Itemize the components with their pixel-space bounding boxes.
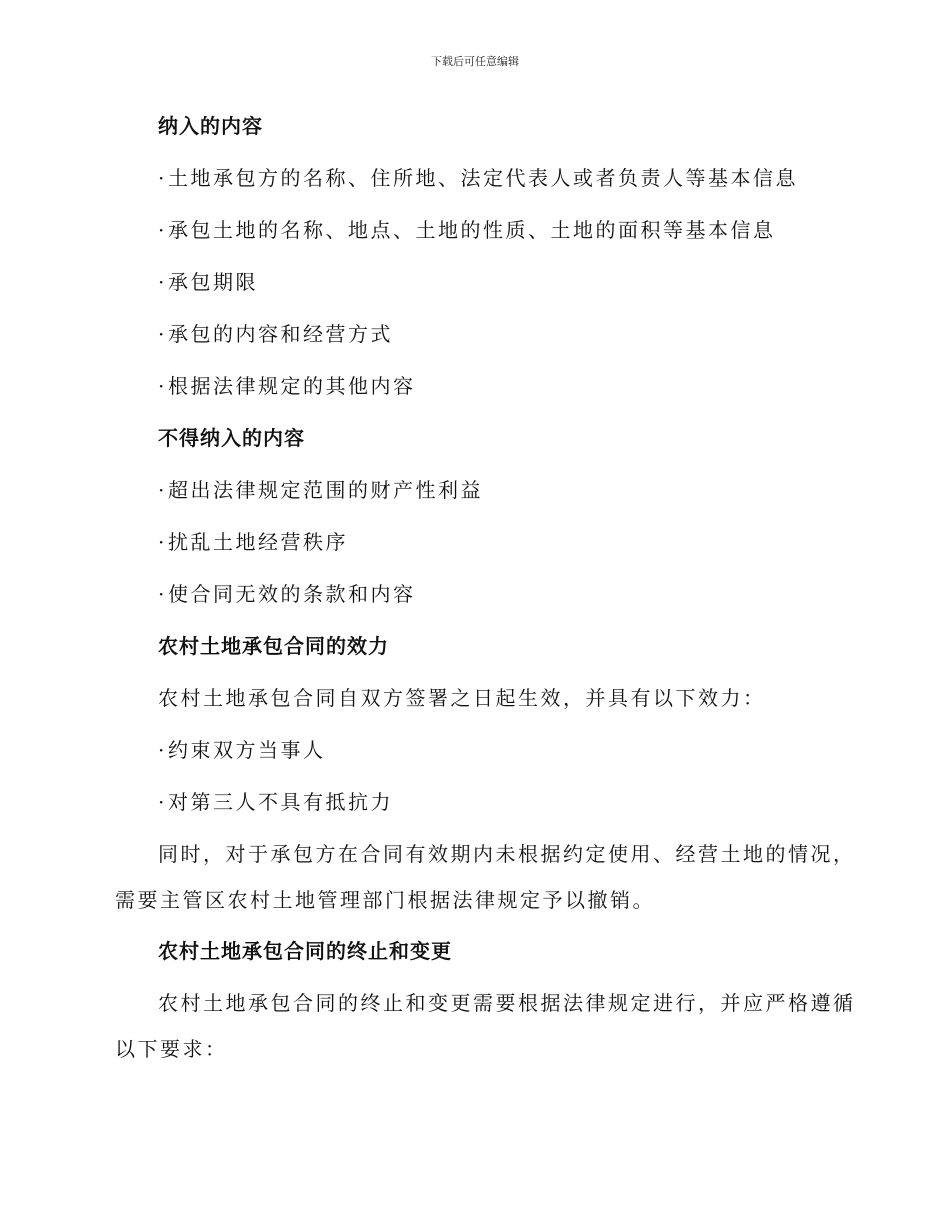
section-heading-exclude: 不得纳入的内容 — [158, 426, 305, 450]
page-header: 下载后可任意编辑 — [431, 55, 519, 68]
change-intro-paragraph — [115, 980, 856, 1072]
section-heading-change: 农村土地承包合同的终止和变更 — [158, 939, 452, 963]
document-body — [115, 110, 856, 1084]
list-item-text: 承包土地的名称、地点、土地的性质、土地的面积等基本信息 — [168, 218, 776, 242]
bullet-icon: · — [158, 530, 165, 554]
list-item-text: 对第三人不具有抵抗力 — [168, 790, 393, 814]
list-item — [158, 162, 835, 194]
list-item — [158, 474, 835, 506]
list-item-text: 根据法律规定的其他内容 — [168, 374, 416, 398]
list-item — [158, 578, 835, 610]
bullet-icon: · — [158, 738, 165, 762]
effect-intro-paragraph: 农村土地承包合同自双方签署之日起生效，并具有以下效力： — [158, 686, 766, 710]
paragraph-line: 需要主管区农村土地管理部门根据法律规定予以撤销。 — [115, 888, 655, 912]
section-heading-effect: 农村土地承包合同的效力 — [158, 634, 389, 658]
bullet-icon: · — [158, 582, 165, 606]
list-item-text: 扰乱土地经营秩序 — [168, 530, 348, 554]
list-item — [158, 370, 835, 402]
paragraph-line: 农村土地承包合同的终止和变更需要根据法律规定进行，并应严格遵循 — [158, 991, 856, 1015]
bullet-icon: · — [158, 790, 165, 814]
bullet-icon: · — [158, 374, 165, 398]
list-item — [158, 318, 835, 350]
bullet-icon: · — [158, 218, 165, 242]
list-item — [158, 734, 835, 766]
bullet-icon: · — [158, 478, 165, 502]
list-item-text: 承包的内容和经营方式 — [168, 322, 393, 346]
bullet-icon: · — [158, 166, 165, 190]
bullet-icon: · — [158, 322, 165, 346]
bullet-icon: · — [158, 270, 165, 294]
list-item — [158, 786, 835, 818]
paragraph-line: 以下要求： — [115, 1037, 228, 1061]
list-item — [158, 266, 835, 298]
list-item-text: 超出法律规定范围的财产性利益 — [168, 478, 483, 502]
section-heading-include: 纳入的内容 — [158, 114, 263, 138]
effect-note-paragraph — [115, 831, 856, 923]
paragraph-line: 同时，对于承包方在合同有效期内未根据约定使用、经营土地的情况， — [158, 842, 856, 866]
list-item-text: 使合同无效的条款和内容 — [168, 582, 416, 606]
list-item-text: 土地承包方的名称、住所地、法定代表人或者负责人等基本信息 — [168, 166, 798, 190]
list-item-text: 约束双方当事人 — [168, 738, 326, 762]
list-item-text: 承包期限 — [168, 270, 258, 294]
list-item — [158, 526, 835, 558]
list-item — [158, 214, 835, 246]
